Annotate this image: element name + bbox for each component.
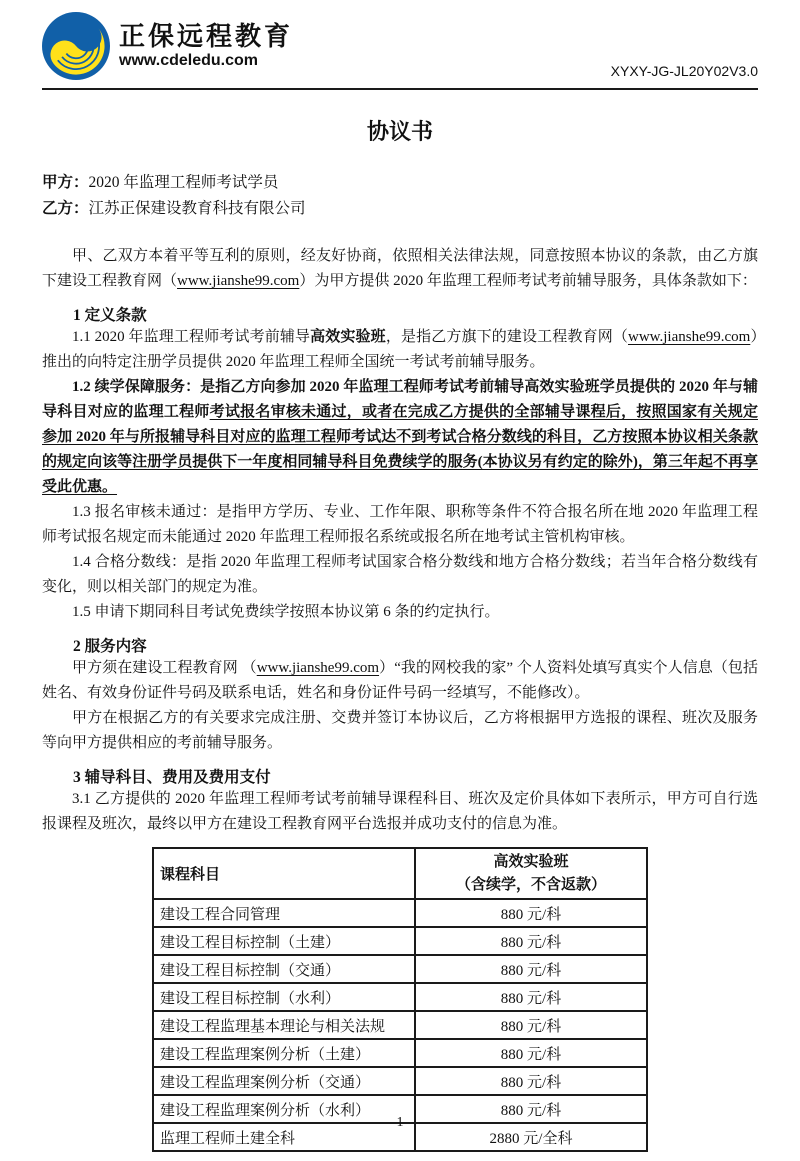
page-number: 1	[396, 1115, 404, 1130]
price-cell: 880 元/科	[415, 927, 647, 955]
table-row	[153, 927, 647, 955]
price-header-line1: 高效实验班	[493, 853, 569, 870]
subject-cell: 建设工程目标控制（水利）	[153, 983, 415, 1011]
price-header-line2: （含续学，不含返款）	[455, 876, 606, 893]
clause-3-1: 3.1 乙方提供的 2020 年监理工程师考试考前辅导课程科目、班次及定价具体如下表所示，甲方可自行选报课程及班次，最终以甲方在建设工程教育网平台选报并成功支付的信息为准。	[42, 791, 758, 832]
website-link: www.jianshe99.com	[177, 273, 300, 289]
fee-table	[152, 847, 648, 1152]
party-b-value: 江苏正保建设教育科技有限公司	[88, 200, 306, 217]
preamble-text: 甲、乙双方本着平等互利的原则，经友好协商，依照相关法律法规，同意按照本协议的条款，由乙方旗下建设工程教育网（	[42, 248, 758, 289]
column-header-price	[415, 848, 647, 899]
party-a-label: 甲方：	[42, 174, 89, 191]
price-cell: 2880 元/全科	[415, 1123, 647, 1151]
clause-1-1-text: 1.1 2020 年监理工程师考试考前辅导	[72, 329, 311, 345]
price-cell: 880 元/科	[415, 983, 647, 1011]
price-cell: 880 元/科	[415, 899, 647, 927]
party-b-line	[42, 196, 758, 222]
section1-heading: 1 定义条款	[73, 307, 147, 324]
table-row	[153, 955, 647, 983]
clause-1-5: 1.5 申请下期同科目考试免费续学按照本协议第 6 条的约定执行。	[72, 604, 500, 620]
subject-cell: 建设工程监理案例分析（水利）	[153, 1095, 415, 1123]
price-cell: 880 元/科	[415, 1067, 647, 1095]
clause-2-1-text: 甲方须在建设工程教育网 （	[72, 660, 257, 676]
subject-cell: 监理工程师土建全科	[153, 1123, 415, 1151]
brand-text	[119, 21, 293, 71]
clause-1-1	[42, 325, 758, 375]
website-link: www.jianshe99.com	[256, 660, 380, 676]
subject-cell: 建设工程目标控制（交通）	[153, 955, 415, 983]
brand-block	[42, 12, 293, 80]
clause-1-1-text-3: ）推出的向特定注册学员提供 2020 年监理工程师全国统一考试考前辅导服务。	[42, 329, 758, 370]
table-row	[153, 899, 647, 927]
clause-1-2	[42, 375, 758, 500]
party-a-line	[42, 170, 758, 196]
table-row	[153, 1011, 647, 1039]
subject-cell: 建设工程目标控制（土建）	[153, 927, 415, 955]
price-cell: 880 元/科	[415, 1011, 647, 1039]
preamble-paragraph	[42, 244, 758, 294]
preamble-text-2: ）为甲方提供 2020 年监理工程师考试考前辅导服务，具体条款如下：	[299, 273, 757, 289]
clause-2-1-text-2: ）“我的网校我的家” 个人资料处填写真实个人信息（包括姓名、有效身份证件号码及联系电话，姓名和身份证件号码一经填写，不能修改）。	[42, 660, 758, 701]
clause-2-1	[42, 656, 758, 706]
company-logo-icon	[42, 12, 110, 80]
price-cell: 880 元/科	[415, 1095, 647, 1123]
column-header-subject: 课程科目	[153, 848, 415, 899]
website-link: www.jianshe99.com	[627, 329, 751, 345]
table-row	[153, 1039, 647, 1067]
party-b-label: 乙方：	[42, 200, 89, 217]
price-cell: 880 元/科	[415, 955, 647, 983]
brand-website: www.cdeledu.com	[119, 52, 258, 69]
clause-1-2-underlined: 考试报名审核未通过，或者在完成乙方提供的全部辅导课程后，按照国家有关规定参加 2020 年与所报辅导科目对应的监理工程师考试达不到考试合格分数线的科目，乙方按照本协议相关条款的规定向该等注册学员提供下一年度相同辅导科目免费续学的服务(本协议另有约定的除外)，第三年起不再享受此优惠。	[42, 404, 758, 495]
clause-1-1-bold: 高效实验班	[310, 329, 386, 345]
clause-2-2: 甲方在根据乙方的有关要求完成注册、交费并签订本协议后，乙方将根据甲方选报的课程、班次及服务等向甲方提供相应的考前辅导服务。	[42, 710, 758, 751]
document-code: XYXY-JG-JL20Y02V3.0	[610, 63, 758, 79]
clause-1-4: 1.4 合格分数线：是指 2020 年监理工程师考试国家合格分数线和地方合格分数线；若当年合格分数线有变化，则以相关部门的规定为准。	[42, 554, 758, 595]
parties-block	[42, 170, 758, 222]
brand-name: 正保远程教育	[119, 21, 294, 51]
subject-cell: 建设工程监理基本理论与相关法规	[153, 1011, 415, 1039]
page-header	[42, 12, 758, 90]
subject-cell: 建设工程监理案例分析（交通）	[153, 1067, 415, 1095]
subject-cell: 建设工程合同管理	[153, 899, 415, 927]
section3-heading: 3 辅导科目、费用及费用支付	[73, 769, 271, 786]
table-row	[153, 1067, 647, 1095]
clause-1-1-text-2: ，是指乙方旗下的建设工程教育网（	[385, 329, 628, 345]
clause-1-2-text: 1.2 续学保障服务：是指乙方向参加 2020 年监理工程师考试考前辅导高效实验班学员提供的 2020 年与辅导科目对应的监理工程师	[42, 379, 758, 420]
fee-table-header-row	[153, 848, 647, 899]
document-title: 协议书	[366, 119, 433, 144]
price-cell: 880 元/科	[415, 1039, 647, 1067]
clause-1-3: 1.3 报名审核未通过：是指甲方学历、专业、工作年限、职称等条件不符合报名所在地 2020 年监理工程师考试报名规定而未能通过 2020 年监理工程师报名系统或报名所在地考试主管机构审核。	[42, 504, 758, 545]
section2-heading: 2 服务内容	[73, 638, 147, 655]
subject-cell: 建设工程监理案例分析（土建）	[153, 1039, 415, 1067]
table-row	[153, 983, 647, 1011]
party-a-value: 2020 年监理工程师考试学员	[88, 174, 279, 191]
